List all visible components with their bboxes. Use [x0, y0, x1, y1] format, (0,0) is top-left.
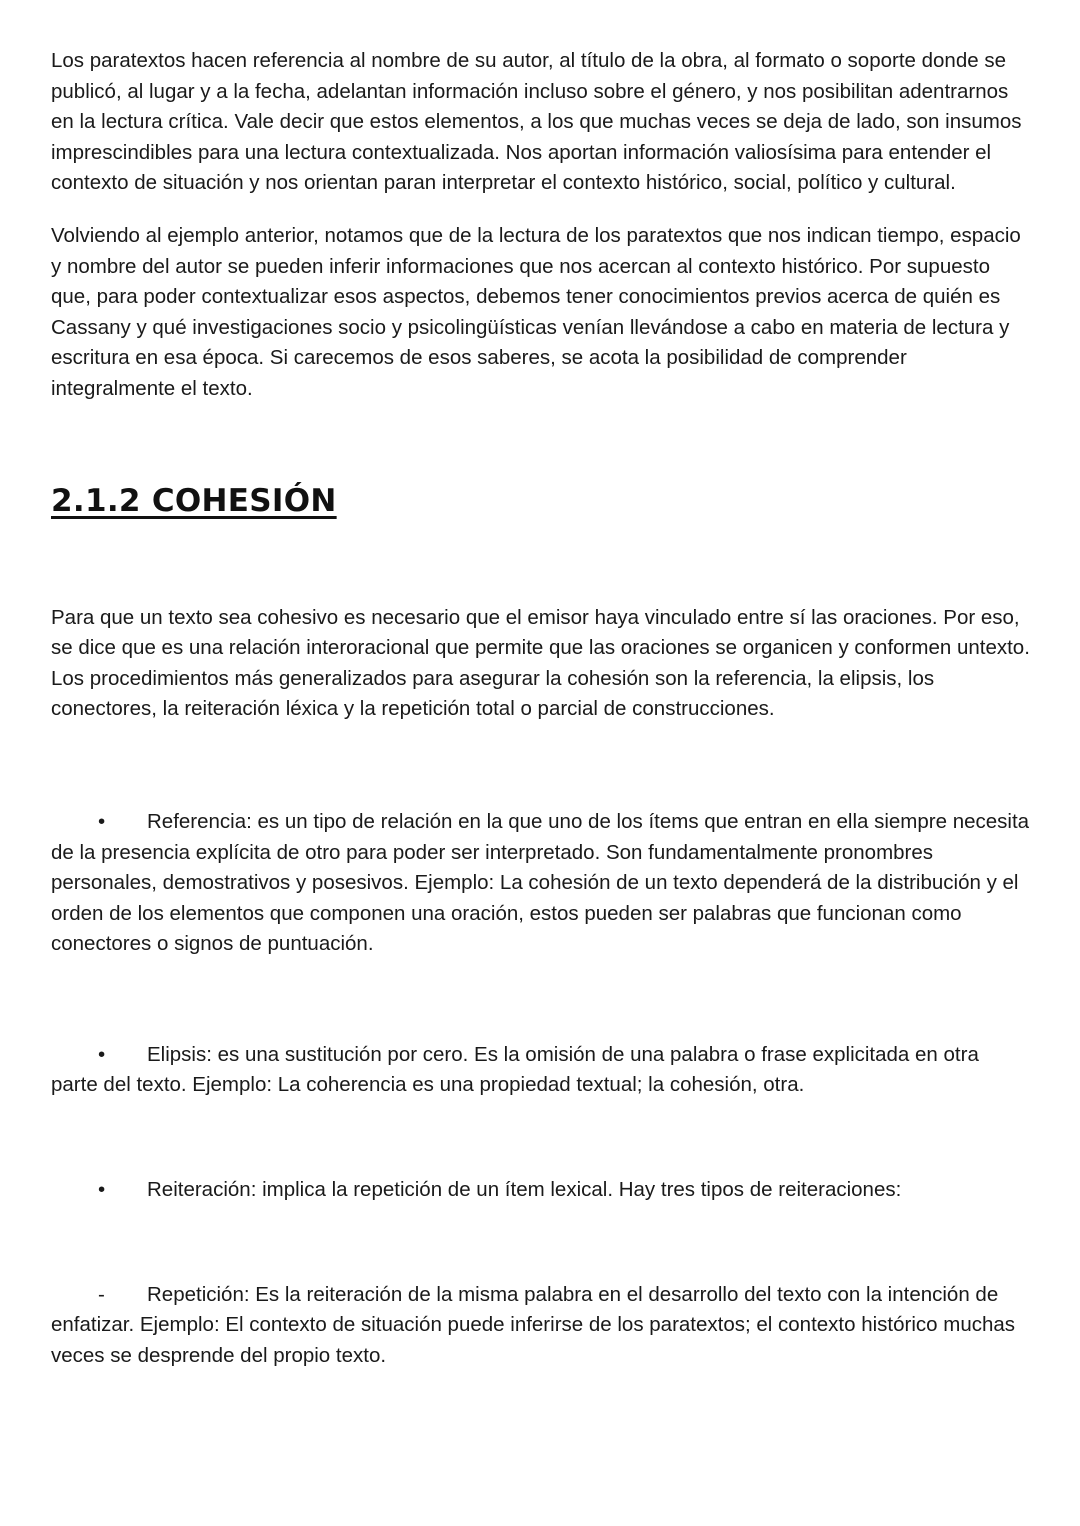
list-item-text: Elipsis: es una sustitución por cero. Es la omisión de una palabra o frase explicitada en otra parte del texto. Ejemplo: La coherencia es una propiedad textual; la cohesión, otra. — [51, 1042, 979, 1097]
list-item-text: Repetición: Es la reiteración de la misma palabra en el desarrollo del texto con la intención de enfatizar. Ejemplo: El contexto de situación puede inferirse de los paratextos; el contexto histórico muchas veces se desprende del propio texto. — [51, 1282, 1016, 1367]
paragraph-paratextos: Los paratextos hacen referencia al nombre de su autor, al título de la obra, al formato o soporte donde se publicó, al lugar y a la fecha, adelantan información incluso sobre el género, y nos posibilitan adentrarnos en la lectura crítica. Vale decir que estos elementos, a los que muchas veces se deja de lado, son insumos imprescindibles para una lectura contextualizada. Nos aportan información valiosísima para entender el contexto de situación y nos orientan paran interpretar el contexto histórico, social, político y cultural. — [51, 49, 1022, 195]
paragraph-ejemplo-anterior: Volviendo al ejemplo anterior, notamos que de la lectura de los paratextos que nos indican tiempo, espacio y nombre del autor se pueden inferir informaciones que nos acercan al contexto histórico. Por supuesto que, para poder contextualizar esos aspectos, debemos tener conocimientos previos acerca de quién es Cassany y qué investigaciones socio y psicolingüísticas venían llevándose a cabo en materia de lectura y escritura en esa época. Si carecemos de esos saberes, se acota la posibilidad de comprender integralmente el texto. — [51, 223, 1021, 400]
bullet-marker: • — [98, 1178, 106, 1202]
list-item-elipsis — [51, 1040, 1031, 1101]
document-page — [51, 46, 1031, 1371]
list-item-referencia — [51, 807, 1031, 960]
list-item-repeticion — [51, 1280, 1031, 1372]
section-heading-cohesion: 2.1.2 COHESIÓN — [51, 482, 337, 519]
bullet-marker: • — [98, 1042, 106, 1066]
dash-marker: - — [98, 1282, 105, 1306]
bullet-marker: • — [98, 809, 106, 833]
list-item-reiteracion — [51, 1175, 1031, 1206]
list-item-text: Referencia: es un tipo de relación en la que uno de los ítems que entran en ella siempre necesita de la presencia explícita de otro para poder ser interpretado. Son fundamentalmente pronombres personales, demostrativos y posesivos. Ejemplo: La cohesión de un texto dependerá de la distribución y el orden de los elementos que componen una oración, estos pueden ser palabras que funcionan como conectores o signos de puntuación. — [51, 809, 1030, 956]
list-item-text: Reiteración: implica la repetición de un ítem lexical. Hay tres tipos de reiteraciones: — [147, 1178, 902, 1202]
paragraph-cohesion-intro: Para que un texto sea cohesivo es necesario que el emisor haya vinculado entre sí las oraciones. Por eso, se dice que es una relación interoracional que permite que las oraciones se organicen y conformen untexto. Los procedimientos más generalizados para asegurar la cohesión son la referencia, la elipsis, los conectores, la reiteración léxica y la repetición total o parcial de construcciones. — [51, 605, 1030, 721]
